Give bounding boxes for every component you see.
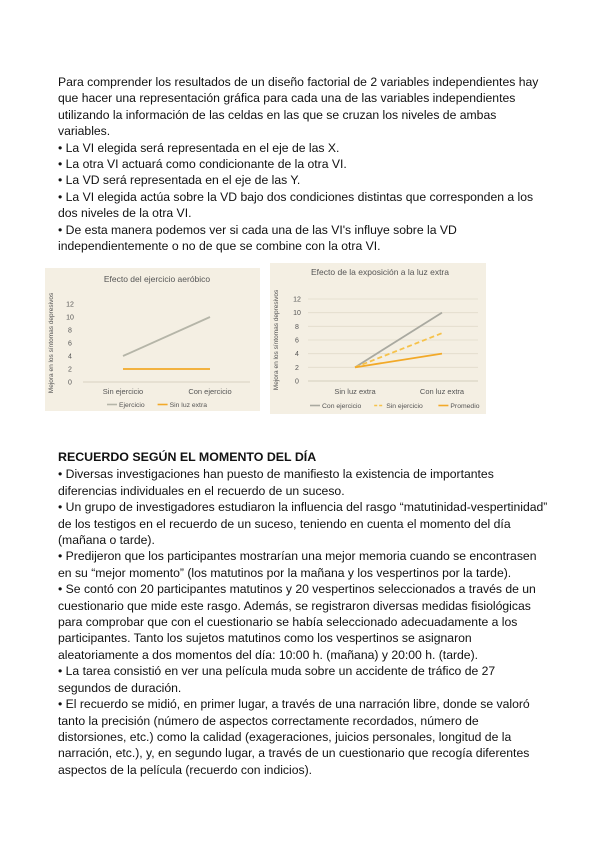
series-line-sin-ejercicio <box>355 333 442 367</box>
chart-aerobic-exercise <box>45 268 260 411</box>
y-tick-label: 4 <box>68 353 72 361</box>
section-bullet: • Se contó con 20 participantes matutinos y 20 vespertinos seleccionados a través de un cuestionario que mide este rasgo. Además, se registraron diversas medidas fisiológicas para comprobar que con el cuestionario se había seleccionado adecuadamente a los participantes. Tanto los sujetos matutinos como los vespertinos se asignaron aleatoriamente a dos momentos del día: 10:00 h. (mañana) y 20:00 h. (tarde). <box>58 582 536 662</box>
y-tick-label: 2 <box>295 364 299 372</box>
intro-bullet: • La VI elegida actúa sobre la VD bajo dos condiciones distintas que corresponden a los dos niveles de la otra VI. <box>58 189 534 221</box>
y-tick-label: 12 <box>293 296 301 304</box>
y-tick-label: 8 <box>295 323 299 331</box>
x-tick-label: Con luz extra <box>419 387 465 396</box>
chart-title: Efecto del ejercicio aeróbico <box>103 274 211 284</box>
y-tick-label: 10 <box>66 314 74 322</box>
y-axis-label: Mejora en los síntomas depresivos <box>48 292 55 394</box>
series-line-ejercicio <box>123 317 210 356</box>
chart-aerobic-exercise-svg <box>45 268 260 411</box>
x-tick-label: Sin luz extra <box>334 387 376 396</box>
section-bullet: • Un grupo de investigadores estudiaron la influencia del rasgo “matutinidad-vespertinidad” de los testigos en el recuerdo de un suceso, teniendo en cuenta el momento del día (mañana o tarde). <box>58 500 548 548</box>
legend-label: Con ejercicio <box>322 403 362 410</box>
section-bullet: • El recuerdo se midió, en primer lugar, a través de una narración libre, donde se valoró tanto la precisión (número de aspectos correctamente recordados, número de distorsiones, etc.) como la calidad (exageraciones, juicios personales, longitud de la narración, etc.), y, en segundo lugar, a través de un cuestionario que recogía diferentes aspectos de la película (recuerdo con indicios). <box>58 697 530 777</box>
x-tick-label: Sin ejercicio <box>102 387 144 396</box>
series-line-promedio <box>355 354 442 368</box>
chart-light-exposure <box>270 263 486 414</box>
intro-bullet: • La otra VI actuará como condicionante de la otra VI. <box>58 157 347 172</box>
legend-label: Promedio <box>450 403 480 410</box>
section-bullet: • Diversas investigaciones han puesto de manifiesto la existencia de importantes diferencias individuales en el recuerdo de un suceso. <box>58 467 494 498</box>
y-tick-label: 6 <box>295 337 299 345</box>
y-tick-label: 4 <box>295 351 299 359</box>
y-tick-label: 6 <box>68 340 72 348</box>
section-heading: RECUERDO SEGÚN EL MOMENTO DEL DÍA <box>58 450 317 464</box>
intro-paragraph: Para comprender los resultados de un diseño factorial de 2 variables independientes hay que hacer una representación gráfica para cada una de las variables independientes utilizando la información de las celdas en las que se cruzan los niveles de ambas variables. <box>58 75 539 139</box>
y-axis-label: Mejora en los síntomas depresivos <box>273 289 280 391</box>
chart-title: Efecto de la exposición a la luz extra <box>311 267 449 277</box>
y-tick-label: 8 <box>68 327 72 335</box>
y-tick-label: 12 <box>66 301 74 309</box>
x-tick-label: Con ejercicio <box>188 387 232 396</box>
intro-bullet: • La VI elegida será representada en el eje de las X. <box>58 140 340 155</box>
legend-label: Ejercicio <box>119 402 145 409</box>
intro-bullet: • De esta manera podemos ver si cada una de las VI's influye sobre la VD independientemente o no de que se combine con la otra VI. <box>58 222 457 254</box>
y-tick-label: 0 <box>295 378 299 386</box>
y-tick-label: 10 <box>293 310 301 318</box>
y-tick-label: 0 <box>68 379 72 387</box>
section-recall <box>58 449 548 778</box>
legend-label: Sin luz extra <box>169 402 208 409</box>
intro-bullet: • La VD será representada en el eje de las Y. <box>58 173 301 188</box>
y-tick-label: 2 <box>68 366 72 374</box>
section-bullet: • Predijeron que los participantes mostrarían una mejor memoria cuando se encontrasen en su “mejor momento” (los matutinos por la mañana y los vespertinos por la tarde). <box>58 549 537 580</box>
legend-label: Sin ejercicio <box>386 403 423 410</box>
intro-text <box>58 74 548 254</box>
chart-light-exposure-svg <box>270 263 486 414</box>
section-bullet: • La tarea consistió en ver una película muda sobre un accidente de tráfico de 27 segundos de duración. <box>58 664 496 695</box>
